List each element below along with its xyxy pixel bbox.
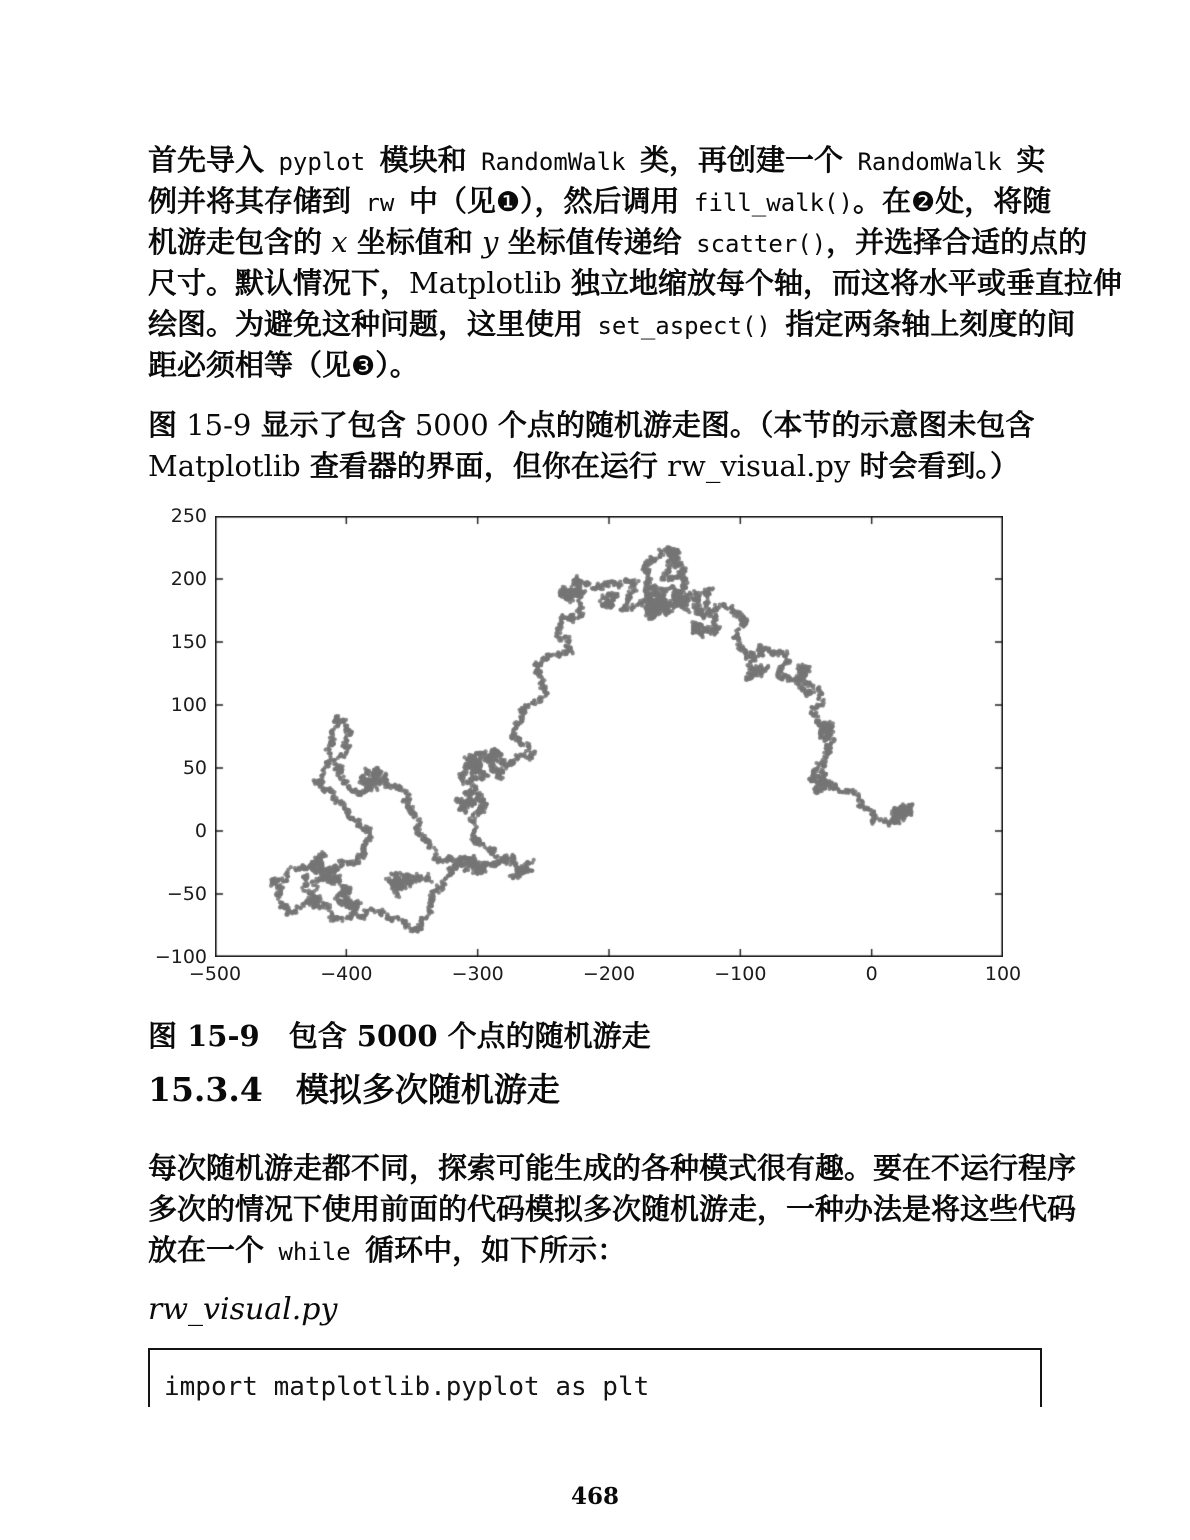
- code-filename-label: [148, 1289, 337, 1330]
- x-tick-label: 100: [984, 963, 1022, 985]
- text-line: 多次的情况下使用前面的代码模拟多次随机游走，一种办法是将这些代码: [148, 1192, 1077, 1226]
- text-line: 15.3.4 模拟多次随机游走: [148, 1070, 560, 1109]
- text-line: 首先导入 pyplot 模块和 RandomWalk 类，再创建一个 RandomWalk 实: [148, 143, 1046, 177]
- page-number: 468: [570, 1483, 619, 1510]
- text-line: 每次随机游走都不同，探索可能生成的各种模式很有趣。要在不运行程序: [148, 1151, 1077, 1185]
- text-line: 图 15-9 包含 5000 个点的随机游走: [148, 1019, 651, 1053]
- body-paragraph-1: [148, 140, 1122, 386]
- section-heading: [148, 1068, 560, 1109]
- text-line: 放在一个 while 循环中，如下所示：: [148, 1233, 627, 1267]
- figure-intro-paragraph: [148, 405, 1034, 487]
- x-tick-label: −400: [320, 963, 373, 985]
- y-tick-label: 0: [194, 820, 207, 842]
- text-line: 例并将其存储到 rw 中（见❶），然后调用 fill_walk()。在❷处，将随: [148, 184, 1052, 218]
- code-line: import matplotlib.pyplot as plt: [164, 1372, 650, 1402]
- x-tick-label: −300: [451, 963, 504, 985]
- y-tick-label: −50: [166, 883, 207, 905]
- x-tick-label: −200: [582, 963, 636, 985]
- text-line: 图 15-9 显示了包含 5000 个点的随机游走图。（本节的示意图未包含: [148, 408, 1035, 442]
- text-line: 尺寸。默认情况下，Matplotlib 独立地缩放每个轴，而这将水平或垂直拉伸: [148, 266, 1122, 300]
- y-tick-label: 200: [170, 568, 207, 590]
- y-tick-label: 100: [170, 694, 207, 716]
- plot-canvas: [215, 516, 1003, 957]
- text-line: Matplotlib 查看器的界面，但你在运行 rw_visual.py 时会看到。）: [148, 449, 1020, 483]
- y-tick-label: 250: [170, 505, 207, 527]
- y-tick-label: −100: [154, 946, 207, 968]
- body-paragraph-2: [148, 1148, 1076, 1271]
- code-block: [148, 1348, 1042, 1407]
- x-tick-label: −500: [188, 963, 242, 985]
- text-line: 距必须相等（见❸）。: [148, 348, 419, 382]
- x-tick-label: 0: [865, 963, 878, 985]
- text-line: 机游走包含的 x 坐标值和 y 坐标值传递给 scatter()，并选择合适的点的: [148, 225, 1088, 259]
- x-tick-label: −100: [714, 963, 767, 985]
- code-filename-text: rw_visual.py: [148, 1292, 338, 1327]
- y-tick-label: 50: [182, 757, 207, 779]
- y-tick-label: 150: [170, 631, 207, 653]
- text-line: 绘图。为避免这种问题，这里使用 set_aspect() 指定两条轴上刻度的间: [148, 307, 1076, 341]
- figure-caption: [148, 1016, 651, 1057]
